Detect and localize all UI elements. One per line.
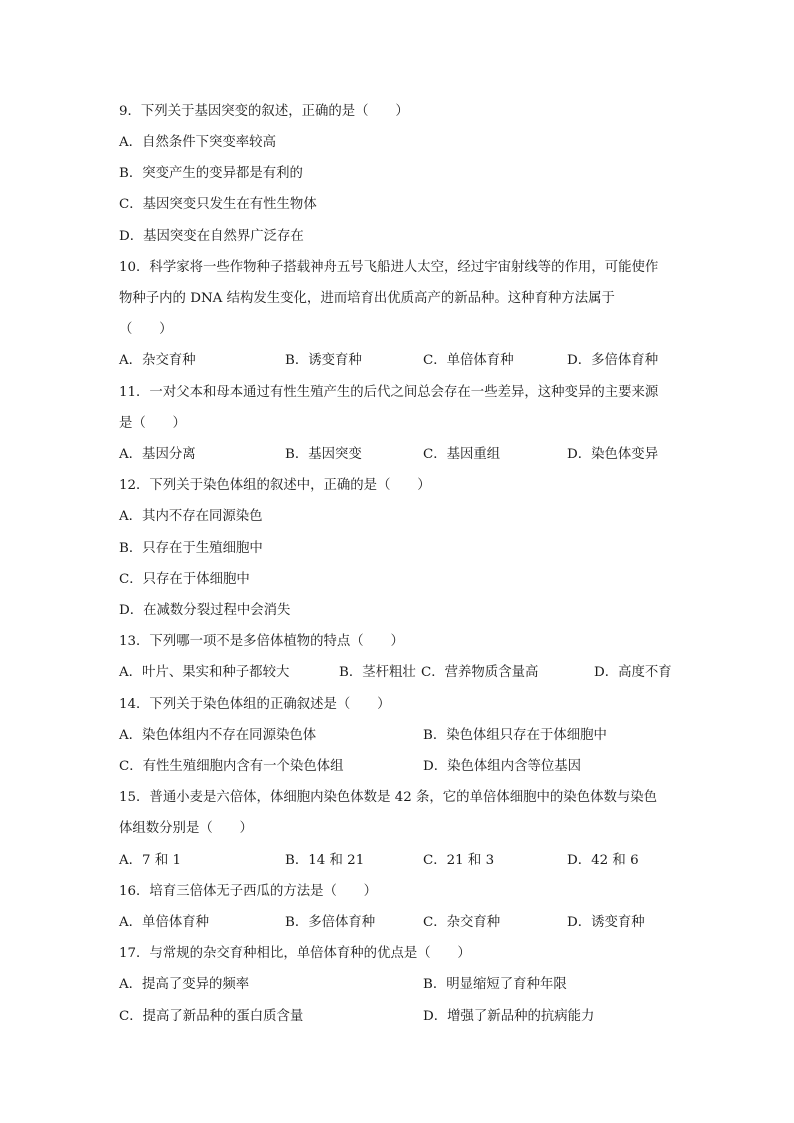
option-a: A．其内不存在同源染色 xyxy=(119,509,263,524)
option-b: B．突变产生的变异都是有利的 xyxy=(119,166,303,181)
option-a: A．单倍体育种 xyxy=(119,915,210,930)
option-a: A．杂交育种 xyxy=(119,353,196,368)
option-d: D．染色体变异 xyxy=(567,447,659,462)
question-stem: 17．与常规的杂交育种相比，单倍体育种的优点是（ ） xyxy=(119,946,471,961)
question-stem-continued: 物种子内的 DNA 结构发生变化，进而培育出优质高产的新品种。这种育种方法属于 xyxy=(119,291,615,306)
question-stem: 14．下列关于染色体组的正确叙述是（ ） xyxy=(119,697,391,712)
question-stem: 11．一对父本和母本通过有性生殖产生的后代之间总会存在一些差异，这种变异的主要来源 xyxy=(119,385,659,400)
option-a: A．提高了变异的频率 xyxy=(119,977,250,992)
question-stem-continued: 是（ ） xyxy=(119,416,186,431)
question-stem: 10．科学家将一些作物种子搭载神舟五号飞船进人太空，经过宇宙射线等的作用，可能使作 xyxy=(119,260,659,275)
option-c: C．单倍体育种 xyxy=(423,353,514,368)
question-stem: 9．下列关于基因突变的叙述，正确的是（ ） xyxy=(119,104,409,119)
option-a: A．染色体组内不存在同源染色体 xyxy=(119,728,317,743)
option-c: C．基因突变只发生在有性生物体 xyxy=(119,197,317,212)
option-b: B．14 和 21 xyxy=(285,853,365,868)
option-c: C．营养物质含量高 xyxy=(421,665,539,680)
option-c: C．杂交育种 xyxy=(423,915,501,930)
option-b: B．多倍体育种 xyxy=(285,915,376,930)
option-c: C．只存在于体细胞中 xyxy=(119,572,250,587)
option-b: B．只存在于生殖细胞中 xyxy=(119,541,263,556)
option-a: A．基因分离 xyxy=(119,447,196,462)
question-stem: 13．下列哪一项不是多倍体植物的特点（ ） xyxy=(119,634,404,649)
option-d: D．诱变育种 xyxy=(567,915,645,930)
answer-blank: （ ） xyxy=(119,322,173,337)
option-d: D．染色体组内含等位基因 xyxy=(423,759,582,774)
option-d: D．在减数分裂过程中会消失 xyxy=(119,603,291,618)
question-stem: 16．培育三倍体无子西瓜的方法是（ ） xyxy=(119,884,378,899)
option-b: B．染色体组只存在于体细胞中 xyxy=(423,728,607,743)
option-c: C．有性生殖细胞内含有一个染色体组 xyxy=(119,759,344,774)
question-stem-continued: 体组数分别是（ ） xyxy=(119,821,253,836)
option-c: C．21 和 3 xyxy=(423,853,495,868)
question-stem: 15．普通小麦是六倍体，体细胞内染色体数是 42 条，它的单倍体细胞中的染色体数与染色 xyxy=(119,790,658,805)
option-a: A．叶片、果实和种子都较大 xyxy=(119,665,290,680)
option-b: B．基因突变 xyxy=(285,447,362,462)
option-a: A．自然条件下突变率较高 xyxy=(119,135,276,150)
option-d: D．42 和 6 xyxy=(567,853,639,868)
option-c: C．提高了新品种的蛋白质含量 xyxy=(119,1009,304,1024)
option-b: B．茎杆粗壮 xyxy=(339,665,416,680)
question-stem: 12．下列关于染色体组的叙述中，正确的是（ ） xyxy=(119,478,431,493)
option-a: A．7 和 1 xyxy=(119,853,182,868)
option-d: D．基因突变在自然界广泛存在 xyxy=(119,229,304,244)
option-b: B．诱变育种 xyxy=(285,353,362,368)
option-c: C．基因重组 xyxy=(423,447,501,462)
option-d: D．高度不育 xyxy=(594,665,672,680)
option-d: D．多倍体育种 xyxy=(567,353,659,368)
option-d: D．增强了新品种的抗病能力 xyxy=(423,1009,595,1024)
option-b: B．明显缩短了育种年限 xyxy=(423,977,567,992)
